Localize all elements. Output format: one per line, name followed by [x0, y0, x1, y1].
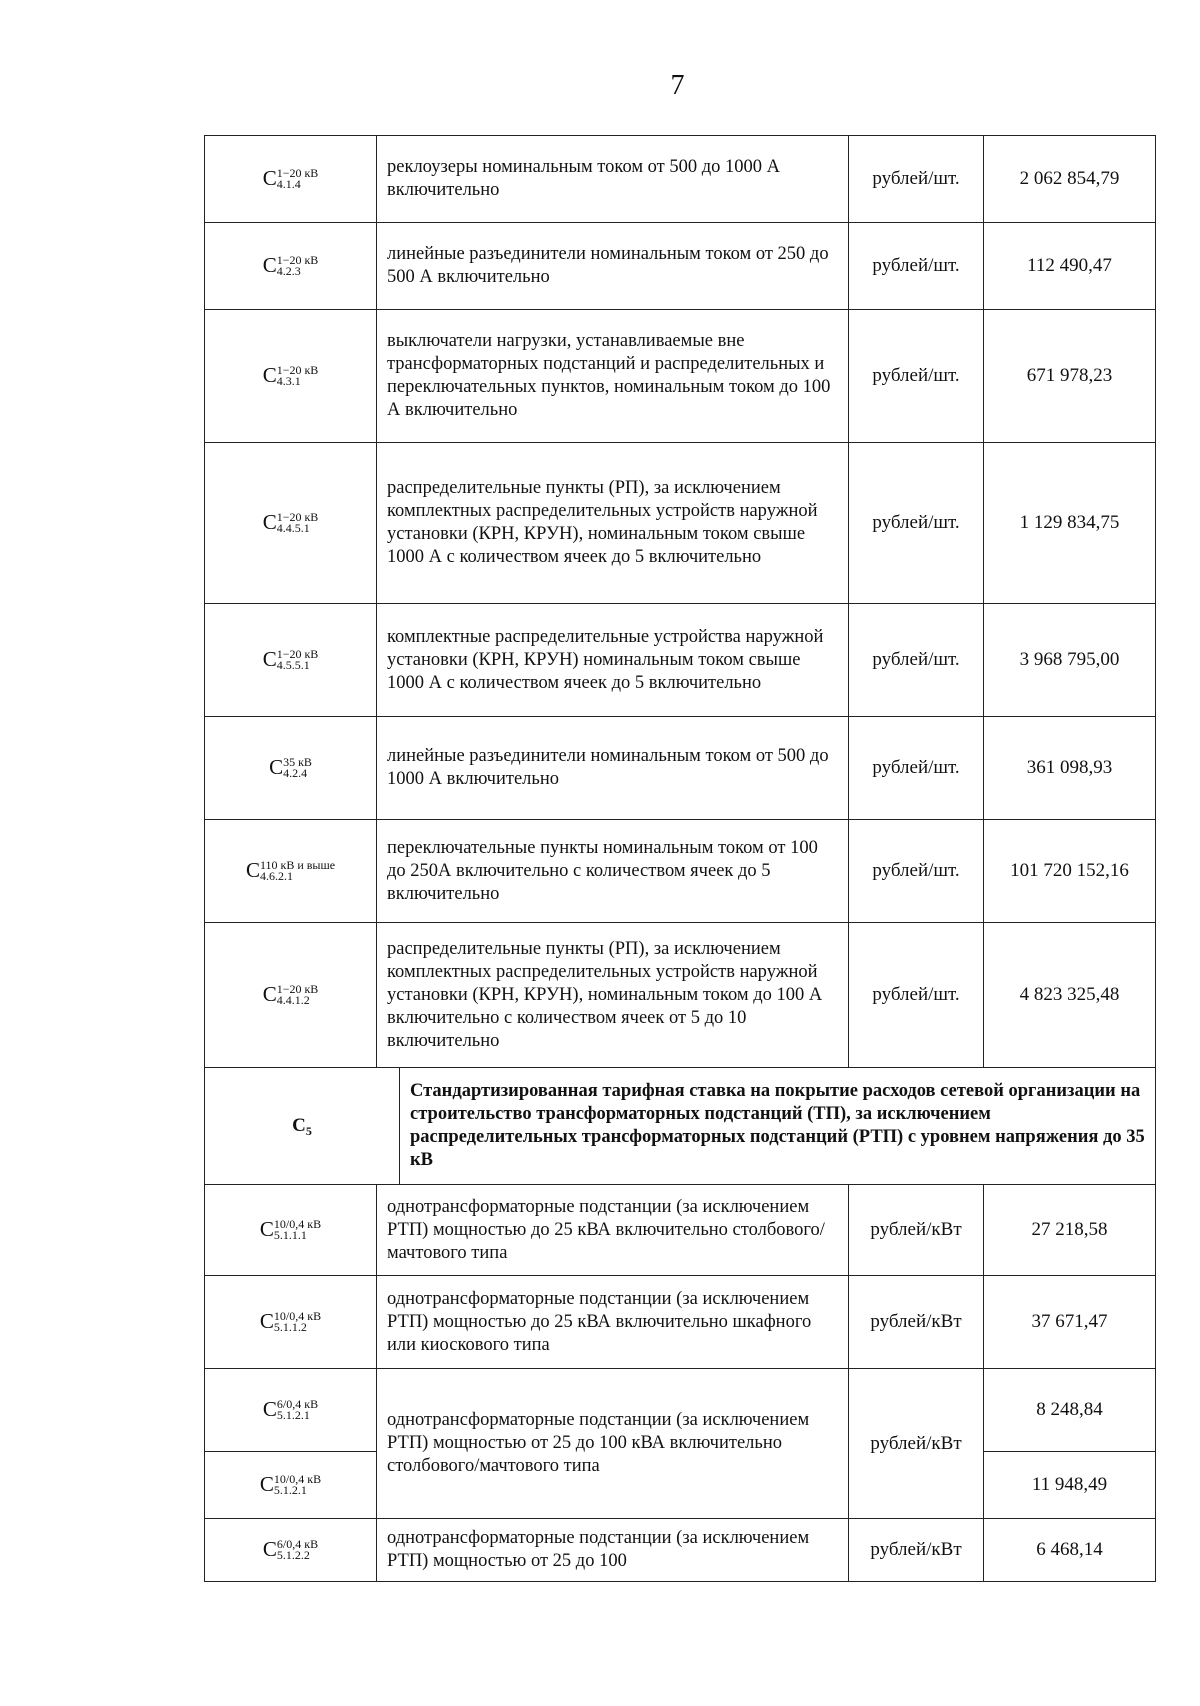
row-description: распределительные пункты (РП), за исключением комплектных распределительных устройств наружной установки (КРН, КРУН), номинальным током свыше 1000 А с количеством ячеек до 5 включительно [377, 443, 849, 604]
row-value: 11 948,49 [984, 1452, 1156, 1519]
table-row [205, 1369, 1156, 1452]
code-symbol: C [262, 981, 277, 1006]
tariff-code [205, 223, 377, 310]
code-symbol: C [259, 1216, 274, 1241]
row-value: 671 978,23 [984, 310, 1156, 443]
code-superscript: 1−20 кВ [276, 510, 319, 525]
code-symbol: C [262, 362, 277, 387]
tariff-code [205, 1369, 377, 1452]
row-value: 37 671,47 [984, 1276, 1156, 1369]
code-symbol: C [262, 1536, 277, 1561]
table-row [205, 136, 1156, 223]
tariff-code [205, 1185, 377, 1276]
tariff-code [205, 310, 377, 443]
code-symbol: C [259, 1308, 274, 1333]
tariff-table [204, 135, 1156, 1582]
row-unit: рублей/кВт [849, 1185, 984, 1276]
code-symbol: C [262, 646, 277, 671]
table-row [205, 310, 1156, 443]
code-superscript: 110 кВ и выше [259, 858, 336, 873]
row-value: 4 823 325,48 [984, 923, 1156, 1068]
tariff-code [205, 136, 377, 223]
section-header-row [205, 1068, 1156, 1185]
row-unit: рублей/шт. [849, 136, 984, 223]
table-row [205, 820, 1156, 923]
code-superscript: 10/0,4 кВ [273, 1217, 322, 1232]
tariff-code [205, 717, 377, 820]
row-description: однотрансформаторные подстанции (за исключением РТП) мощностью до 25 кВА включительно шкафного или киоскового типа [377, 1276, 849, 1369]
table-row [205, 1519, 1156, 1582]
row-description: комплектные распределительные устройства наружной установки (КРН, КРУН) номинальным током свыше 1000 А с количеством ячеек до 5 включительно [377, 604, 849, 717]
row-value: 8 248,84 [984, 1369, 1156, 1452]
row-value: 1 129 834,75 [984, 443, 1156, 604]
code-symbol: C [262, 252, 277, 277]
row-value: 112 490,47 [984, 223, 1156, 310]
row-unit: рублей/шт. [849, 717, 984, 820]
code-superscript: 6/0,4 кВ [276, 1397, 319, 1412]
table-row [205, 604, 1156, 717]
code-subscript: 5.1.1.1 [273, 1228, 307, 1243]
tariff-code [205, 923, 377, 1068]
section-symbol: C [292, 1115, 306, 1136]
code-subscript: 4.6.2.1 [259, 869, 293, 884]
row-description: однотрансформаторные подстанции (за исключением РТП) мощностью от 25 до 100 кВА включительно столбового/мачтового типа [377, 1369, 849, 1519]
tariff-code [205, 820, 377, 923]
table-row [205, 443, 1156, 604]
code-superscript: 1−20 кВ [276, 982, 319, 997]
row-unit: рублей/кВт [849, 1276, 984, 1369]
row-unit: рублей/шт. [849, 310, 984, 443]
code-symbol: C [262, 509, 277, 534]
code-superscript: 35 кВ [283, 755, 312, 770]
row-unit: рублей/шт. [849, 223, 984, 310]
code-subscript: 4.4.5.1 [276, 521, 310, 536]
row-value: 101 720 152,16 [984, 820, 1156, 923]
code-subscript: 5.1.2.1 [273, 1483, 307, 1498]
tariff-code [205, 1519, 377, 1582]
code-symbol: C [269, 754, 284, 779]
row-unit: рублей/кВт [849, 1519, 984, 1582]
tariff-code [205, 604, 377, 717]
code-superscript: 1−20 кВ [276, 253, 319, 268]
row-value: 27 218,58 [984, 1185, 1156, 1276]
code-subscript: 5.1.2.2 [276, 1548, 310, 1563]
row-unit: рублей/шт. [849, 923, 984, 1068]
code-symbol: C [262, 1396, 277, 1421]
row-unit: рублей/шт. [849, 820, 984, 923]
code-superscript: 10/0,4 кВ [273, 1472, 322, 1487]
table-row [205, 223, 1156, 310]
table-row [205, 717, 1156, 820]
code-subscript: 4.2.3 [276, 264, 301, 279]
section-subscript: 5 [305, 1124, 312, 1138]
row-description: распределительные пункты (РП), за исключением комплектных распределительных устройств наружной установки (КРН, КРУН), номинальным током до 100 А включительно с количеством ячеек от 5 до 10 включительно [377, 923, 849, 1068]
code-subscript: 5.1.2.1 [276, 1408, 310, 1423]
table-row [205, 923, 1156, 1068]
code-subscript: 4.5.5.1 [276, 658, 310, 673]
row-value: 2 062 854,79 [984, 136, 1156, 223]
row-value: 6 468,14 [984, 1519, 1156, 1582]
row-value: 3 968 795,00 [984, 604, 1156, 717]
code-superscript: 1−20 кВ [276, 363, 319, 378]
row-unit: рублей/кВт [849, 1369, 984, 1519]
section-code [205, 1068, 400, 1185]
code-superscript: 6/0,4 кВ [276, 1537, 319, 1552]
code-symbol: C [262, 165, 277, 190]
code-subscript: 4.1.4 [276, 177, 301, 192]
tariff-code [205, 1452, 377, 1519]
table-row [205, 1276, 1156, 1369]
code-superscript: 1−20 кВ [276, 166, 319, 181]
row-description: линейные разъединители номинальным током от 250 до 500 А включительно [377, 223, 849, 310]
row-description: переключательные пункты номинальным током от 100 до 250А включительно с количеством ячеек до 5 включительно [377, 820, 849, 923]
code-subscript: 5.1.1.2 [273, 1320, 307, 1335]
code-subscript: 4.2.4 [283, 766, 308, 781]
code-symbol: C [245, 857, 260, 882]
tariff-code [205, 443, 377, 604]
row-unit: рублей/шт. [849, 604, 984, 717]
row-unit: рублей/шт. [849, 443, 984, 604]
row-description: однотрансформаторные подстанции (за исключением РТП) мощностью до 25 кВА включительно столбового/мачтового типа [377, 1185, 849, 1276]
row-description: линейные разъединители номинальным током от 500 до 1000 А включительно [377, 717, 849, 820]
code-superscript: 10/0,4 кВ [273, 1309, 322, 1324]
code-subscript: 4.4.1.2 [276, 993, 310, 1008]
section-title: Стандартизированная тарифная ставка на покрытие расходов сетевой организации на строительство трансформаторных подстанций (ТП), за исключением распределительных трансформаторных подстанций (РТП) с уровнем напряжения до 35 кВ [400, 1068, 1156, 1185]
row-value: 361 098,93 [984, 717, 1156, 820]
tariff-code [205, 1276, 377, 1369]
row-description: однотрансформаторные подстанции (за исключением РТП) мощностью от 25 до 100 [377, 1519, 849, 1582]
code-subscript: 4.3.1 [276, 374, 301, 389]
row-description: реклоузеры номинальным током от 500 до 1000 А включительно [377, 136, 849, 223]
code-superscript: 1−20 кВ [276, 647, 319, 662]
table-row [205, 1185, 1156, 1276]
row-description: выключатели нагрузки, устанавливаемые вне трансформаторных подстанций и распределительных и переключательных пунктов, номинальным током до 100 А включительно [377, 310, 849, 443]
page-number: 7 [670, 70, 685, 101]
code-symbol: C [259, 1471, 274, 1496]
